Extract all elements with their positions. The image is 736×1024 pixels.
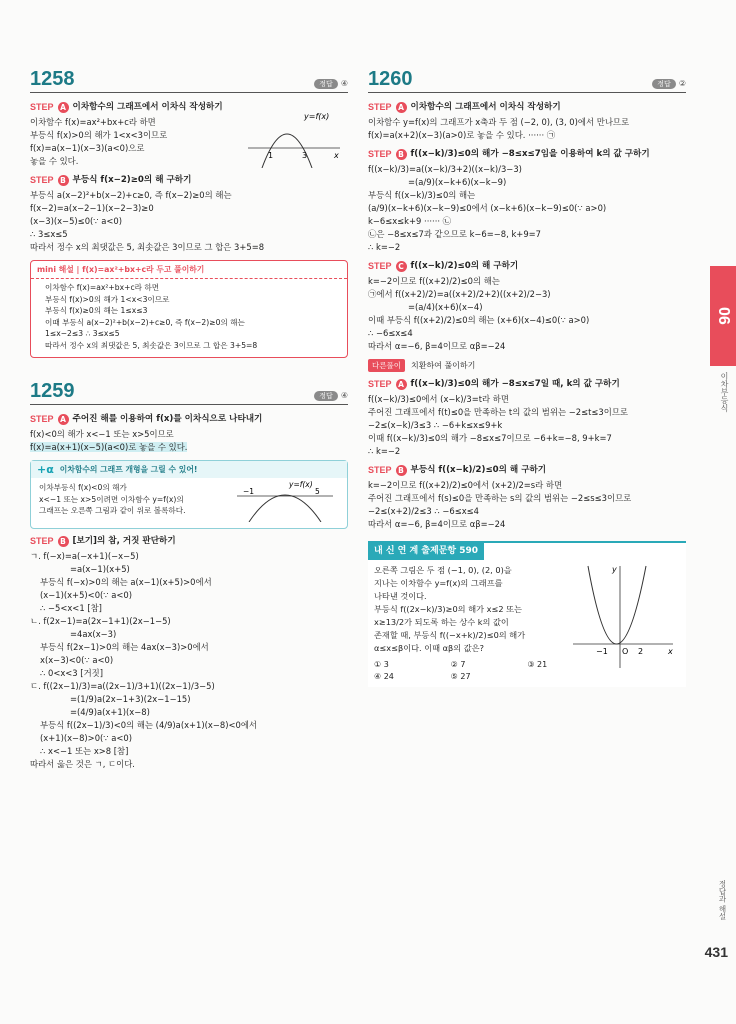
page-number: 431	[704, 944, 728, 960]
tick-1: 1	[268, 151, 274, 160]
plus-alpha-icon: +α	[37, 463, 54, 476]
answer-badge: 정답 ②	[652, 77, 686, 90]
step-a-heading: STEP A 주어진 해를 이용하여 f(x)를 이차식으로 나타내기	[30, 414, 263, 424]
alternative-solution-heading: 다른풀이 치환하여 풀이하기	[368, 359, 686, 372]
mini-solution-box: mini 해설 | f(x)=ax²+bx+c라 두고 풀이하기 이차함수 f(x)=ax²+bx+c라 하면 부등식 f(x)>0의 해가 1<x<3이므로 부등식 f(x)≥0의 해는 1≤x≤3 이때 부등식 a(x−2)²+b(x−2)+c≥0, 즉 f(x−2)≥0의 해는 1≤x−2≤3 ∴ 3≤x≤5 따라서 정수 x의 최댓값은 5, 최솟값은 3이므로 그 합은 3+5=8	[30, 260, 348, 358]
step-a-heading: STEP A 이차함수의 그래프에서 이차식 작성하기	[368, 102, 561, 112]
svg-text:5: 5	[315, 487, 320, 496]
problem-number: 1259	[30, 380, 75, 402]
plus-alpha-box: +α 이차함수의 그래프 개형을 그릴 수 있어! 이차부등식 f(x)<0의 해가 x<−1 또는 x>5이려면 이차함수 y=f(x)의 그래프는 오른쪽 그림과 같이 위로 볼록하다. y=f(x) −1 5	[30, 460, 348, 529]
parabola-graph-1259	[227, 478, 337, 522]
svg-text:2: 2	[638, 647, 644, 656]
chapter-label: 이차부등식	[720, 372, 729, 412]
problem-1258-header	[30, 68, 348, 93]
svg-text:−1: −1	[243, 487, 255, 496]
tick-x: x	[334, 151, 339, 160]
step-b-heading: STEP B 부등식 f(x−2)≥0의 해 구하기	[30, 175, 192, 185]
svg-text:−1: −1	[596, 647, 608, 656]
exam-title: 내 신 연 계 출제문항 590	[368, 543, 484, 560]
choice-3[interactable]: ③ 21	[527, 660, 548, 669]
mini-solution-title: mini 해설 | f(x)=ax²+bx+c라 두고 풀이하기	[31, 261, 347, 279]
chapter-tab[interactable]: 06	[710, 266, 736, 366]
problem-1260-header	[368, 68, 686, 93]
svg-text:y: y	[612, 565, 617, 574]
step-b-heading: STEP B f((x−k)/3)≤0의 해가 −8≤x≤7임을 이용하여 k의 값 구하기	[368, 149, 650, 159]
problem-number: 1260	[368, 68, 413, 90]
choice-1[interactable]: ① 3	[374, 660, 389, 669]
left-column: 1258 정답 ④ STEP A 이차함수의 그래프에서 이차식 작성하기 이차함수 f(x)=ax²+bx+c라 하면 부등식 f(x)>0의 해가 1<x<3이므로 f(x)=a(x−1)(x−3)(a<0)으로 놓을 수 있다. y=f(x) 1 3 x STEP B 부등식 f(x−2)≥0의 해 구하기 부등식 a(x−2)²+b(x−2)+c≥0, 즉 f(x−2)≥0의 해는 f(x−2)=a(x−2−1)(x−2−3)≥0 (x−3)(x−5)≤0(∵ a<0) ∴ 3≤x≤5 따라서 정수 x의 최댓값은 5, 최솟값은 3이므로 그 합은 3+5=8 mini 해설 | f(x)=ax²+bx+c라 두고 풀이하기 이차함수 f(x)=ax²+bx+c라 하면 부등식 f(x)>0의 해가 1<x<3이므로 부등식 f(x)≥0의 해는 1≤x≤3 이때 부등식 a(x−2)²+b(x−2)+c≥0, 즉 f(x−2)≥0의 해는 1≤x−2≤3 ∴ 3≤x≤5 따라서 정수 x의 최댓값은 5, 최솟값은 3이므로 그 합은 3+5=8 1259 정답 ④ STEP A 주어진 해를 이용하여 f(x)를 이차식으로 나타내기 f(x)<0의 해가 x<−1 또는 x>5이므로 f(x)=a(x+1)(x−5)(a<0)로 놓을 수 있다. +α 이차함수의 그래프 개형을 그릴 수 있어! 이차부등식 f(x)<0의 해가 x<−1 또는 x>5이려면 이차함수 y=f(x)의 그래프는 오른쪽 그림과 같이 위로 볼록하다. y=f(x) −1 5 STEP B [보기]의 참, 거짓 판단하기 ㄱ. f(−x)=a(−x+1)(−x−5) =a(x−1)(x+5) 부등식 f(−x)>0의 해는 a(x−1)(x+5)>0에서 (x−1)(x+5)<0(∵ a<0) ∴ −5<x<1 [참] ㄴ. f(2x−1)=a(2x−1+1)(2x−1−5) =4ax(x−3) 부등식 f(2x−1)>0의 해는 4ax(x−3)>0에서 x(x−3)<0(∵ a<0) ∴ 0<x<3 [거짓] ㄷ. f((2x−1)/3)=a((2x−1)/3+1)((2x−1)/3−5) =(1/9)a(2x−1+3)(2x−1−15) =(4/9)a(x+1)(x−8) 부등식 f((2x−1)/3)<0의 해는 (4/9)a(x+1)(x−8)<0에서 (x+1)(x−8)>0(∵ a<0) ∴ x<−1 또는 x>8 [참] 따라서 옳은 것은 ㄱ, ㄷ이다.	[30, 68, 348, 769]
step-c-heading: STEP C f((x−k)/2)≤0의 해 구하기	[368, 261, 519, 271]
section-label: 정답과 해설	[718, 880, 727, 920]
alt-step-a-heading: STEP A f((x−k)/3)≤0의 해가 −8≤x≤7일 때, k의 값 구하기	[368, 379, 620, 389]
tick-3: 3	[302, 151, 308, 160]
problem-1259-header	[30, 380, 348, 405]
related-exam-box: 내 신 연 계 출제문항 590 오른쪽 그림은 두 점 (−1, 0), (2, 0)을 지나는 이차함수 y=f(x)의 그래프를 나타낸 것이다. 부등식 f((2x−k)/3)≥0의 해가 x≤2 또는 x≥13/2가 되도록 하는 상수 k의 값이 존재할 때, 부등식 f((−x+k)/2)≤0의 해가 α≤x≤β이다. 이때 αβ의 값은? ① 3 ② 7 ③ 21 ④ 24 ⑤ 27 y −1 O 2 x	[368, 541, 686, 687]
parabola-graph-exam	[568, 562, 678, 672]
step-a-heading: STEP A 이차함수의 그래프에서 이차식 작성하기	[30, 102, 223, 112]
step-b-heading: STEP B [보기]의 참, 거짓 판단하기	[30, 536, 176, 546]
step-a-body: 이차함수 f(x)=ax²+bx+c라 하면 부등식 f(x)>0의 해가 1<x<3이므로 f(x)=a(x−1)(x−3)(a<0)으로 놓을 수 있다. y=f(x) 1 3 x	[30, 116, 348, 168]
alt-step-b-heading: STEP B 부등식 f((x−k)/2)≤0의 해 구하기	[368, 465, 547, 475]
svg-text:x: x	[668, 647, 673, 656]
svg-text:y=f(x): y=f(x)	[289, 480, 313, 489]
right-column: 1260 정답 ② STEP A 이차함수의 그래프에서 이차식 작성하기 이차함수 y=f(x)의 그래프가 x축과 두 점 (−2, 0), (3, 0)에서 만나므로 f(x)=a(x+2)(x−3)(a>0)로 놓을 수 있다. ······ ㉠ STEP B f((x−k)/3)≤0의 해가 −8≤x≤7임을 이용하여 k의 값 구하기 f((x−k)/3)=a((x−k)/3+2)((x−k)/3−3) =(a/9)(x−k+6)(x−k−9) 부등식 f((x−k)/3)≤0의 해는 (a/9)(x−k+6)(x−k−9)≤0에서 (x−k+6)(x−k−9)≤0(∵ a>0) k−6≤x≤k+9 ······ ㉡ ㉡은 −8≤x≤7과 같으므로 k−6=−8, k+9=7 ∴ k=−2 STEP C f((x−k)/2)≤0의 해 구하기 k=−2이므로 f((x+2)/2)≤0의 해는 ㉠에서 f((x+2)/2)=a((x+2)/2+2)((x+2)/2−3) =(a/4)(x+6)(x−4) 이때 부등식 f((x+2)/2)≤0의 해는 (x+6)(x−4)≤0(∵ a>0) ∴ −6≤x≤4 따라서 α=−6, β=4이므로 αβ=−24 다른풀이 치환하여 풀이하기 STEP A f((x−k)/3)≤0의 해가 −8≤x≤7일 때, k의 값 구하기 f((x−k)/3)≤0에서 (x−k)/3=t라 하면 주어진 그래프에서 f(t)≤0을 만족하는 t의 값의 범위는 −2≤t≤3이므로 −2≤(x−k)/3≤3 ∴ −6+k≤x≤9+k 이때 f((x−k)/3)≤0의 해가 −8≤x≤7이므로 −6+k=−8, 9+k=7 ∴ k=−2 STEP B 부등식 f((x−k)/2)≤0의 해 구하기 k=−2이므로 f((x+2)/2)≤0에서 (x+2)/2=s라 하면 주어진 그래프에서 f(s)≤0을 만족하는 s의 값의 범위는 −2≤s≤3이므로 −2≤(x+2)/2≤3 ∴ −6≤x≤4 따라서 α=−6, β=4이므로 αβ=−24 내 신 연 계 출제문항 590 오른쪽 그림은 두 점 (−1, 0), (2, 0)을 지나는 이차함수 y=f(x)의 그래프를 나타낸 것이다. 부등식 f((2x−k)/3)≥0의 해가 x≤2 또는 x≥13/2가 되도록 하는 상수 k의 값이 존재할 때, 부등식 f((−x+k)/2)≤0의 해가 α≤x≤β이다. 이때 αβ의 값은? ① 3 ② 7 ③ 21 ④ 24 ⑤ 27 y −1 O 2 x	[368, 68, 686, 687]
svg-text:O: O	[622, 647, 629, 656]
choice-2[interactable]: ② 7	[450, 660, 466, 669]
choice-5[interactable]: ⑤ 27	[450, 672, 471, 681]
problem-number: 1258	[30, 68, 75, 90]
answer-badge: 정답 ④	[314, 389, 348, 402]
answer-badge: 정답 ④	[314, 77, 348, 90]
parabola-graph-1258	[244, 110, 344, 168]
graph-label: y=f(x)	[304, 112, 330, 121]
choice-4[interactable]: ④ 24	[374, 672, 394, 681]
